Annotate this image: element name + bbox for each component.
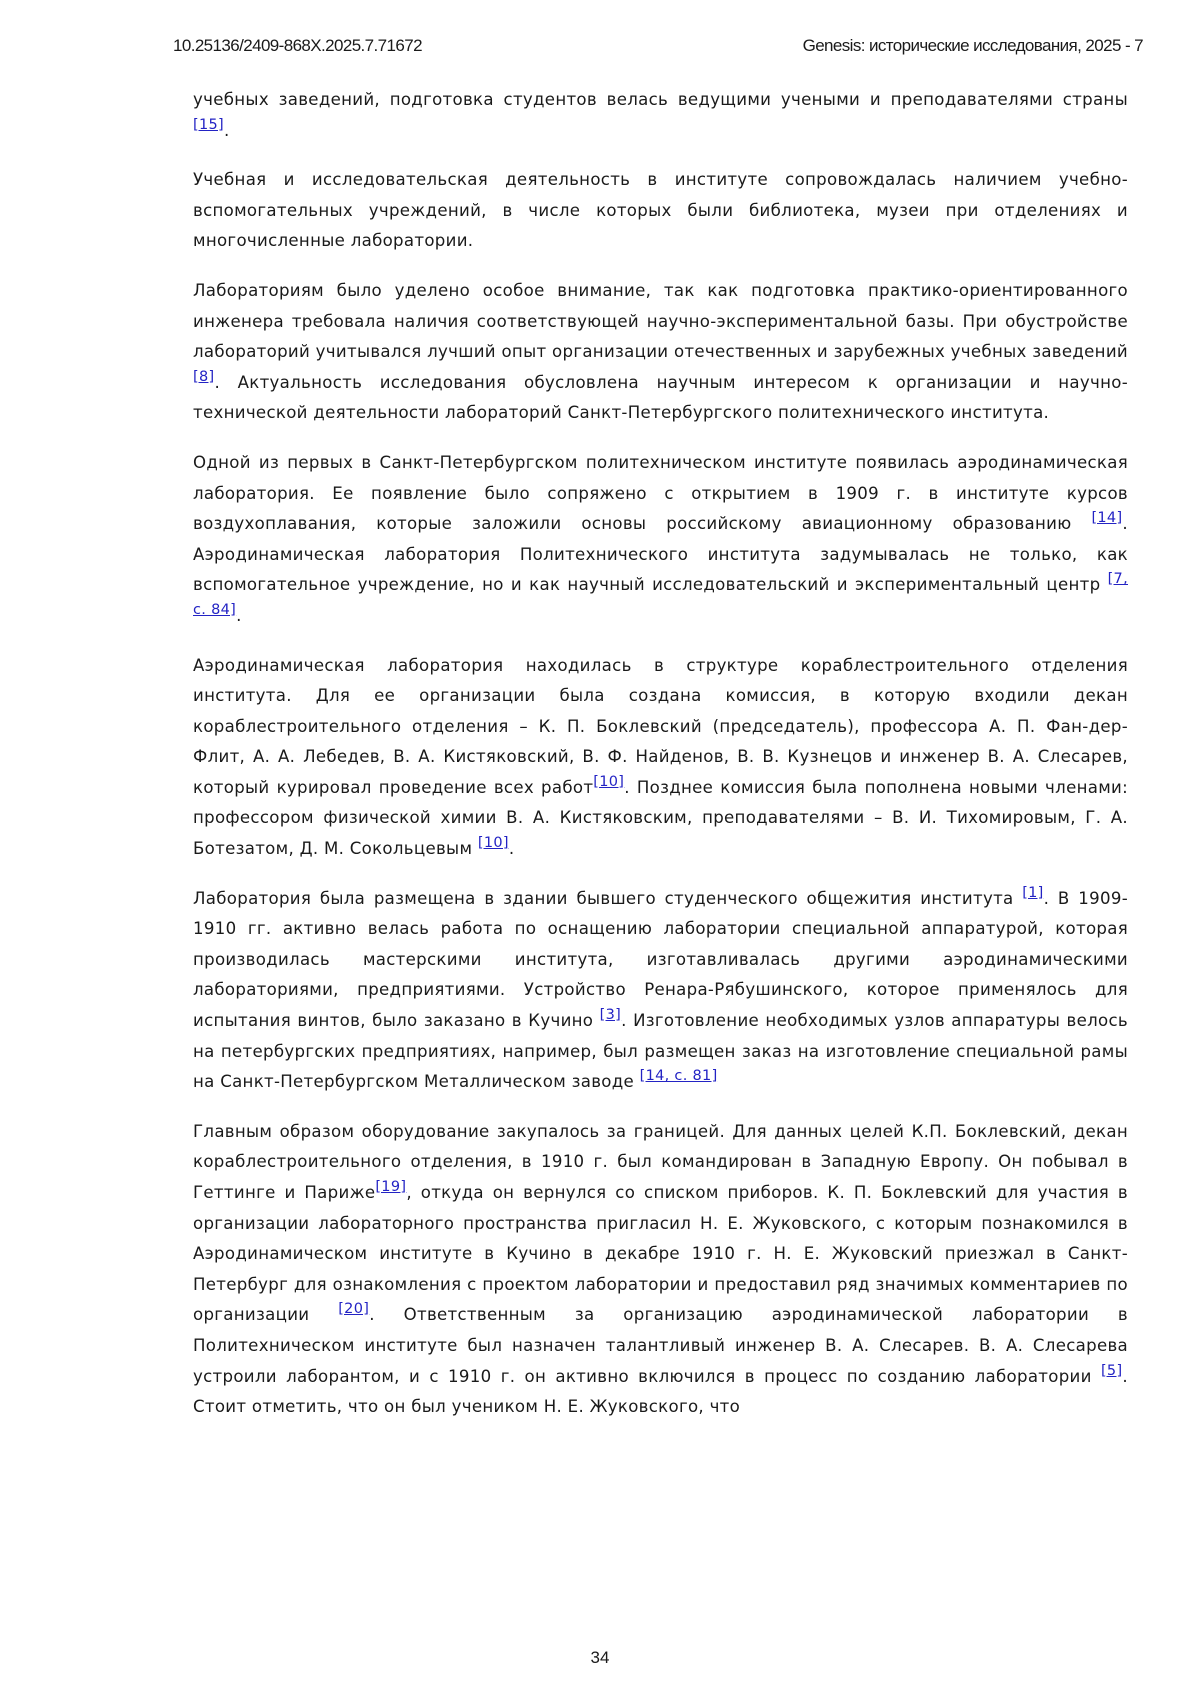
paragraph-text: . Ответственным за организацию аэродинамической лаборатории в Политехническом институте был назначен талантливый инженер В. А. Слесарев. В. А. Слесарева устроили лаборантом, и с 1910 г. он активно включился в процесс по созданию лаборатории <box>193 1305 1128 1386</box>
paragraph-text: Главным образом оборудование закупалось за границей. Для данных целей К.П. Боклевский, декан кораблестроительного отделения, в 1910 г. был командирован в Западную Европу. Он побывал в Геттинге и Париже <box>193 1121 1128 1202</box>
citation-link[interactable]: [14, с. 81] <box>639 1068 718 1085</box>
article-body <box>193 85 1128 1423</box>
citation-link[interactable]: [10] <box>477 835 509 852</box>
citation-link[interactable]: [3] <box>599 1007 622 1024</box>
paragraph-text: . Аэродинамическая лаборатория Политехнического института задумывалась не только, как вспомогательное учреждение, но и как научный исследовательский и экспериментальный центр <box>193 514 1128 595</box>
paragraph <box>193 884 1128 1098</box>
paragraph-text: . <box>236 605 242 625</box>
paragraph-text: . Позднее комиссия была пополнена новыми членами: профессором физической химии В. А. Кистяковским, преподавателями – В. И. Тихомировым, Г. А. Ботезатом, Д. М. Сокольцевым <box>193 777 1128 859</box>
paragraph-text: . В 1909-1910 гг. активно велась работа по оснащению лаборатории специальной аппаратурой, которая производилась мастерскими института, изготавливалась другими аэродинамическими лабораториями, предприятиями. Устройство Ренара-Рябушинского, которое применялось для испытания винтов, было заказано в Кучино <box>193 888 1128 1031</box>
paragraph <box>193 1117 1128 1423</box>
paragraph-text: Лаборатория была размещена в здании бывшего студенческого общежития института <box>193 888 1023 908</box>
paragraph-text: Лабораториям было уделено особое внимание, так как подготовка практико-ориентированного инженера требовала наличия соответствующей научно-экспериментальной базы. При обустройстве лабораторий учитывался лучший опыт организации отечественных и зарубежных учебных заведений <box>193 280 1128 362</box>
paragraph-text: . <box>223 120 230 140</box>
paragraph-text: Аэродинамическая лаборатория находилась в структуре кораблестроительного отделения института. Для ее организации была создана комиссия, в которую входили декан кораблестроительного отделения – К. П. Боклевский (председатель), профессора А. П. Фан-дер-Флит, А. А. Лебедев, В. А. Кистяковский, В. Ф. Найденов, В. В. Кузнецов и инженер В. А. Слесарев, который курировал проведение всех работ <box>193 655 1128 797</box>
paragraph-text: , откуда он вернулся со списком приборов. К. П. Боклевский для участия в организации лабораторного пространства пригласил Н. Е. Жуковского, с которым познакомился в Аэродинамическом институте в Кучино в декабре 1910 г. Н. Е. Жуковский приезжал в Санкт-Петербург для ознакомления с проектом лаборатории и предоставил ряд значимых комментариев по организации <box>193 1183 1129 1325</box>
page-header <box>173 36 1143 62</box>
paragraph <box>193 276 1128 429</box>
paragraph-text: учебных заведений, подготовка студентов велась ведущими учеными и преподавателями страны <box>193 90 1128 109</box>
paragraph <box>193 651 1128 865</box>
paragraph-text: Учебная и исследовательская деятельность в институте сопровождалась наличием учебно-вспомогательных учреждений, в числе которых были библиотека, музеи при отделениях и многочисленные лаборатории. <box>193 170 1128 251</box>
paragraph-text: . <box>508 839 515 859</box>
citation-link[interactable]: [7, с. 84] <box>193 571 1128 618</box>
citation-link[interactable]: [20] <box>338 1301 370 1318</box>
citation-link[interactable]: [10] <box>593 773 625 790</box>
paragraph <box>193 165 1128 257</box>
paragraph-text: . Изготовление необходимых узлов аппаратуры велось на петербургских предприятиях, например, был размещен заказ на изготовление специальной рамы на Санкт-Петербургском Металлическом заводе <box>193 1011 1128 1092</box>
paragraph-text: Одной из первых в Санкт-Петербургском политехническом институте появилась аэродинамическая лаборатория. Ее появление было сопряжено с открытием в 1909 г. в институте курсов воздухоплавания, которые заложили основы российскому авиационному образованию <box>193 452 1128 534</box>
citation-link[interactable]: [5] <box>1100 1362 1123 1379</box>
page-number: 34 <box>590 1648 610 1667</box>
paragraph-text: . Актуальность исследования обусловлена научным интересом к организации и научно-технической деятельности лабораторий Санкт-Петербургского политехнического института. <box>193 372 1128 423</box>
citation-link[interactable]: [19] <box>375 1179 407 1195</box>
citation-link[interactable]: [15] <box>193 116 224 133</box>
doi: 10.25136/2409-868X.2025.7.71672 <box>173 36 422 55</box>
paragraph <box>193 448 1128 632</box>
journal-title: Genesis: исторические исследования, 2025 - 7 <box>802 36 1143 55</box>
citation-link[interactable]: [1] <box>1022 884 1044 901</box>
paragraph <box>193 85 1128 146</box>
citation-link[interactable]: [8] <box>193 368 215 385</box>
paragraph-text: . Стоит отметить, что он был учеником Н. Е. Жуковского, что <box>193 1366 1128 1417</box>
citation-link[interactable]: [14] <box>1091 510 1123 527</box>
